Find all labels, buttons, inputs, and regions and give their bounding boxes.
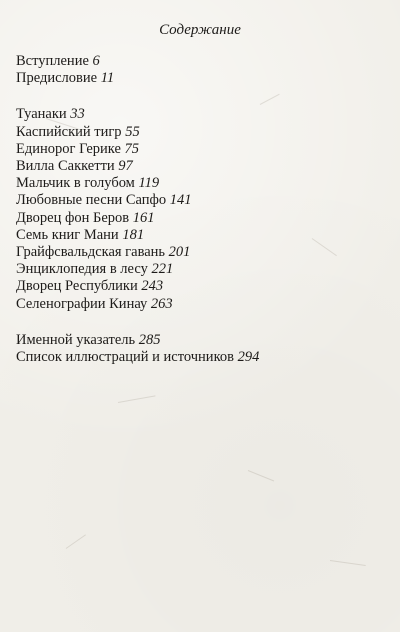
toc-entry-title: Дворец фон Беров xyxy=(16,209,130,226)
contents-title: Содержание xyxy=(159,22,241,38)
toc-entry-title: Семь книг Мани xyxy=(16,226,119,243)
toc-entry-title: Грайфсвальдская гавань xyxy=(16,244,166,261)
paper-fiber xyxy=(248,470,274,481)
toc-entry-title: Дворец Республики xyxy=(16,278,138,295)
toc-entry xyxy=(16,192,386,209)
paper-fiber xyxy=(330,560,366,566)
paper-fiber xyxy=(66,534,86,549)
toc-entry xyxy=(16,53,386,70)
toc-entry-page-number: 181 xyxy=(122,226,145,243)
toc-entry-title: Мальчик в голубом xyxy=(16,175,135,192)
toc-entry-page-number: 141 xyxy=(169,192,192,209)
toc-entry-title: Энциклопедия в лесу xyxy=(16,261,148,278)
toc-entry-page-number: 201 xyxy=(168,244,191,261)
toc-entry xyxy=(16,141,386,158)
toc-entry xyxy=(16,106,386,123)
toc-entry xyxy=(16,210,386,227)
toc-entry-title: Каспийский тигр xyxy=(16,123,122,140)
toc-entry xyxy=(16,124,386,141)
toc-entry-page-number: 97 xyxy=(118,158,133,175)
toc-entry-title: Вилла Саккетти xyxy=(16,158,115,175)
toc-entry-page-number: 11 xyxy=(100,70,115,87)
toc-group xyxy=(16,106,386,312)
toc-entry-page-number: 285 xyxy=(138,331,161,348)
toc-entry-page-number: 161 xyxy=(132,209,155,226)
toc-entry-title: Список иллюстраций и источников xyxy=(16,349,234,366)
toc-entry-title: Именной указатель xyxy=(16,331,136,348)
toc-entry-page-number: 55 xyxy=(125,123,140,140)
toc-entry xyxy=(16,70,386,87)
toc-entry xyxy=(16,349,386,366)
toc-entry-title: Туанаки xyxy=(16,106,67,123)
toc-entry-page-number: 294 xyxy=(237,349,260,366)
toc-entry-page-number: 6 xyxy=(92,53,100,69)
toc-entry xyxy=(16,244,386,261)
toc-entry xyxy=(16,278,386,295)
toc-entry-page-number: 263 xyxy=(150,295,173,312)
toc-entry-title: Селенографии Кинау xyxy=(16,295,148,312)
toc-entry-page-number: 221 xyxy=(151,261,174,278)
toc-entry-title: Вступление xyxy=(16,53,89,69)
toc-entry xyxy=(16,332,386,349)
toc-entry xyxy=(16,175,386,192)
toc-entry-page-number: 119 xyxy=(138,175,160,192)
toc-entry-title: Предисловие xyxy=(16,70,98,87)
toc-entry xyxy=(16,261,386,278)
paper-fiber xyxy=(118,395,156,403)
toc-entry xyxy=(16,296,386,313)
toc-entry xyxy=(16,158,386,175)
toc-entry-page-number: 243 xyxy=(141,278,164,295)
toc-entry-title: Единорог Герике xyxy=(16,140,121,157)
toc-group xyxy=(16,332,386,366)
toc-entry-page-number: 75 xyxy=(124,140,140,157)
toc-group xyxy=(16,53,386,87)
toc-entry xyxy=(16,227,386,244)
toc-entry-title: Любовные песни Сапфо xyxy=(16,192,167,209)
toc-entry-page-number: 33 xyxy=(70,106,85,123)
table-of-contents xyxy=(16,53,386,385)
